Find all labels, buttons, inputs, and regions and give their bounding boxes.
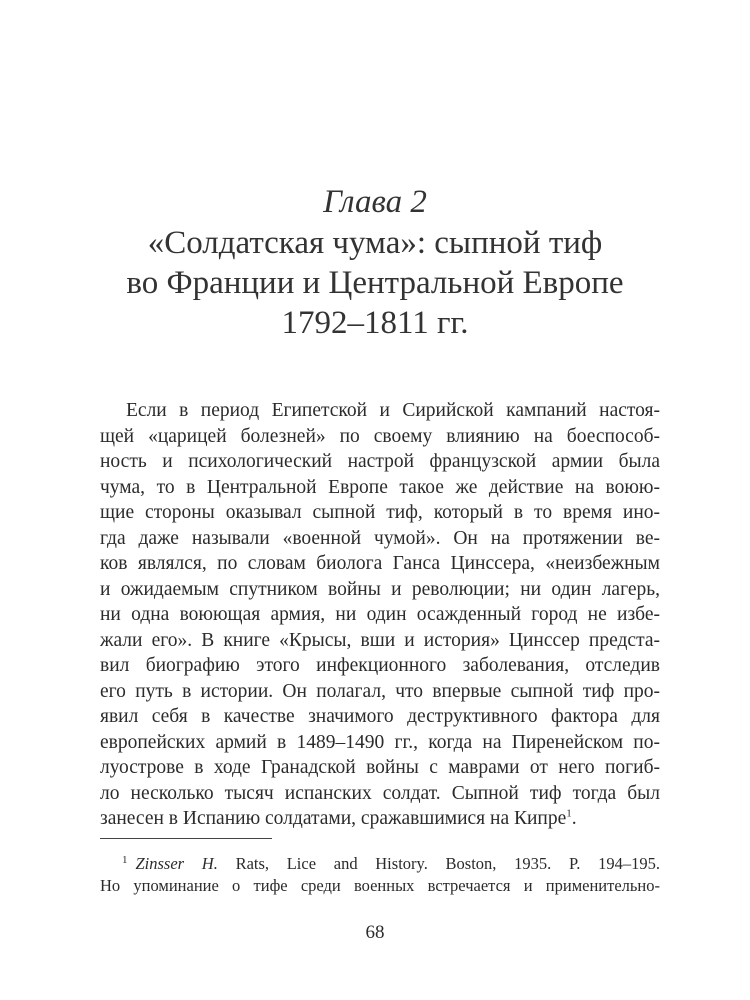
body-line: Если в период Египетской и Сирийской кампаний настоя- (126, 400, 660, 421)
footnote-marker: 1 (122, 853, 128, 866)
chapter-number: Глава 2 (323, 184, 427, 220)
body-line-last: занесен в Испанию солдатами, сражавшимися на Кипре$^1$. (100, 807, 577, 829)
footnote (100, 853, 660, 897)
footnote-reference[interactable]: 1 (566, 807, 572, 820)
body-line: и ожидаемым спутником войны и революции; ни один лагерь, (100, 578, 660, 600)
chapter-heading (80, 182, 670, 343)
body-line: ло несколько тысяч испанских солдат. Сыпной тиф тогда был (100, 782, 660, 804)
footnote-author: Zinsser H. (135, 854, 218, 873)
chapter-title-line: 1792–1811 гг. (281, 305, 469, 341)
body-line: жали его». В книге «Крысы, вши и история» Цинссер предста- (100, 629, 660, 651)
body-line: луострове в ходе Гранадской войны с маврами от него погиб- (100, 757, 660, 778)
body-line: ков являлся, по словам биолога Ганса Цинссера, «неизбежным (100, 553, 660, 574)
body-line: щей «царицей болезней» по своему влиянию на боеспособ- (100, 425, 660, 447)
body-line: явил себя в качестве значимого деструктивного фактора для (100, 706, 660, 727)
body-paragraph (100, 398, 660, 832)
chapter-title-line: «Солдатская чума»: сыпной тиф (147, 225, 603, 261)
body-line: чума, то в Центральной Европе такое же действие на воюю- (100, 476, 660, 498)
body-line: гда даже называли «военной чумой». Он на протяжении ве- (100, 527, 660, 549)
body-line-text: занесен в Испанию солдатами, сражавшимися на Кипре (100, 808, 567, 829)
footnote-continuation: Но упоминание о тифе среди военных встречается и применительно- (100, 876, 660, 895)
footnote-continuation-text: Но упоминание о тифе среди военных встречается и применительно (100, 876, 655, 895)
body-line: европейских армий в 1489–1490 гг., когда на Пиренейском по- (100, 731, 660, 753)
footnote-divider (100, 838, 272, 839)
body-line: вил биографию этого инфекционного заболевания, отследив (100, 655, 660, 676)
page-number: 68 (365, 922, 385, 943)
body-line: ни одна воюющая армия, ни один осажденный город не избе- (100, 604, 660, 625)
chapter-title-line: во Франции и Центральной Европе (126, 265, 624, 301)
body-line: его путь в истории. Он полагал, что впервые сыпной тиф про- (100, 680, 660, 702)
footnote-line (100, 853, 660, 875)
footnote-citation: Rats, Lice and History. Boston, 1935. P. 194–195. (235, 854, 661, 873)
body-line: ность и психологический настрой французской армии была (100, 451, 660, 472)
body-line: щие стороны оказывал сыпной тиф, который в то время ино- (100, 502, 660, 523)
